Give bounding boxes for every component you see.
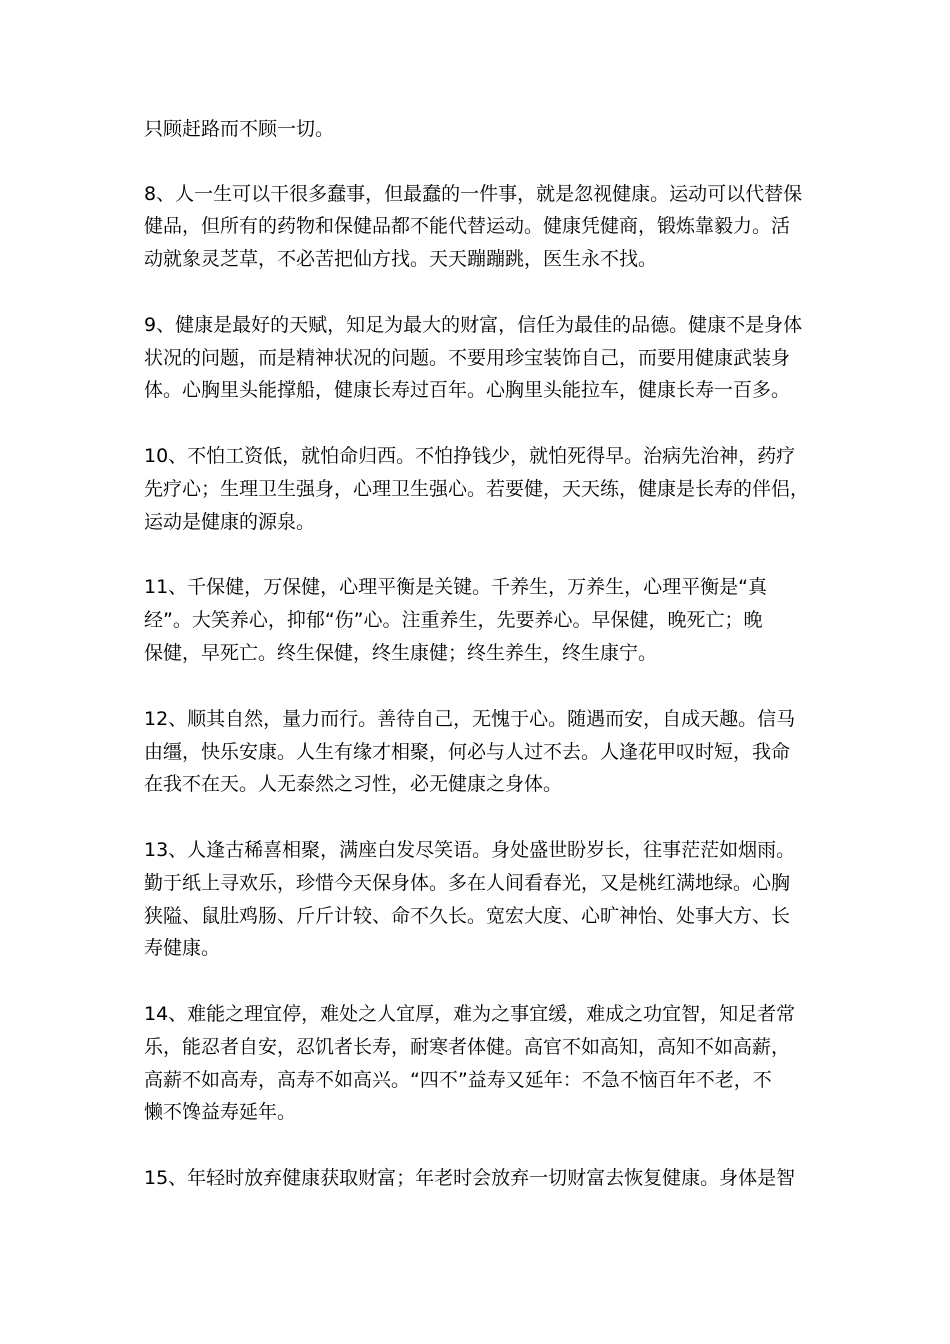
text-line: 懒不馋益寿延年。: [144, 1101, 297, 1123]
text-line: 健品，但所有的药物和保健品都不能代替运动。健康凭健商，锻炼靠毅力。活: [144, 215, 791, 237]
text-line: 只顾赶路而不顾一切。: [144, 118, 335, 140]
text-line: 状况的问题，而是精神状况的问题。不要用珍宝装饰自己，而要用健康武装身: [144, 347, 791, 369]
text-line: 保健，早死亡。终生保健，终生康健；终生养生，终生康宁。: [144, 642, 658, 664]
text-line: 乐，能忍者自安，忍饥者长寿，耐寒者体健。高官不如高知，高知不如高薪，: [144, 1036, 791, 1058]
text-line: 在我不在天。人无泰然之习性，必无健康之身体。: [144, 773, 563, 795]
text-line: 寿健康。: [144, 937, 221, 959]
text-line: 由缰，快乐安康。人生有缘才相聚，何必与人过不去。人逢花甲叹时短，我命: [144, 741, 791, 763]
text-line: 体。心胸里头能撑船，健康长寿过百年。心胸里头能拉车，健康长寿一百多。: [144, 379, 791, 401]
text-line: 先疗心；生理卫生强身，心理卫生强心。若要健，天天练，健康是长寿的伴侣，: [144, 478, 810, 500]
text-line: 狭隘、鼠肚鸡肠、斤斤计较、命不久长。宽宏大度、心旷神怡、处事大方、长: [144, 905, 791, 927]
text-line: 经”。大笑养心，抑郁“伤”心。注重养生，先要养心。早保健，晚死亡；晚: [144, 609, 763, 631]
text-line: 10、不怕工资低，就怕命归西。不怕挣钱少，就怕死得早。治病先治神，药疗: [144, 445, 796, 467]
text-line: 11、千保健，万保健，心理平衡是关键。千养生，万养生，心理平衡是“真: [144, 576, 768, 598]
text-line: 高薪不如高寿，高寿不如高兴。“四不”益寿又延年：不急不恼百年不老，不: [144, 1069, 772, 1091]
text-line: 14、难能之理宜停，难处之人宜厚，难为之事宜缓，难成之功宜智，知足者常: [144, 1003, 796, 1025]
text-line: 动就象灵芝草，不必苦把仙方找。天天蹦蹦跳，医生永不找。: [144, 248, 658, 270]
text-line: 勤于纸上寻欢乐，珍惜今天保身体。多在人间看春光，又是桃红满地绿。心胸: [144, 872, 791, 894]
text-line: 13、人逢古稀喜相聚，满座白发尽笑语。身处盛世盼岁长，往事茫茫如烟雨。: [144, 839, 796, 861]
text-line: 8、人一生可以干很多蠢事，但最蠢的一件事，就是忽视健康。运动可以代替保: [144, 183, 803, 205]
text-line: 运动是健康的源泉。: [144, 511, 316, 533]
text-line: 12、顺其自然，量力而行。善待自己，无愧于心。随遇而安，自成天趣。信马: [144, 708, 796, 730]
text-line: 15、年轻时放弃健康获取财富；年老时会放弃一切财富去恢复健康。身体是智: [144, 1167, 796, 1189]
text-line: 9、健康是最好的天赋，知足为最大的财富，信任为最佳的品德。健康不是身体: [144, 314, 803, 336]
